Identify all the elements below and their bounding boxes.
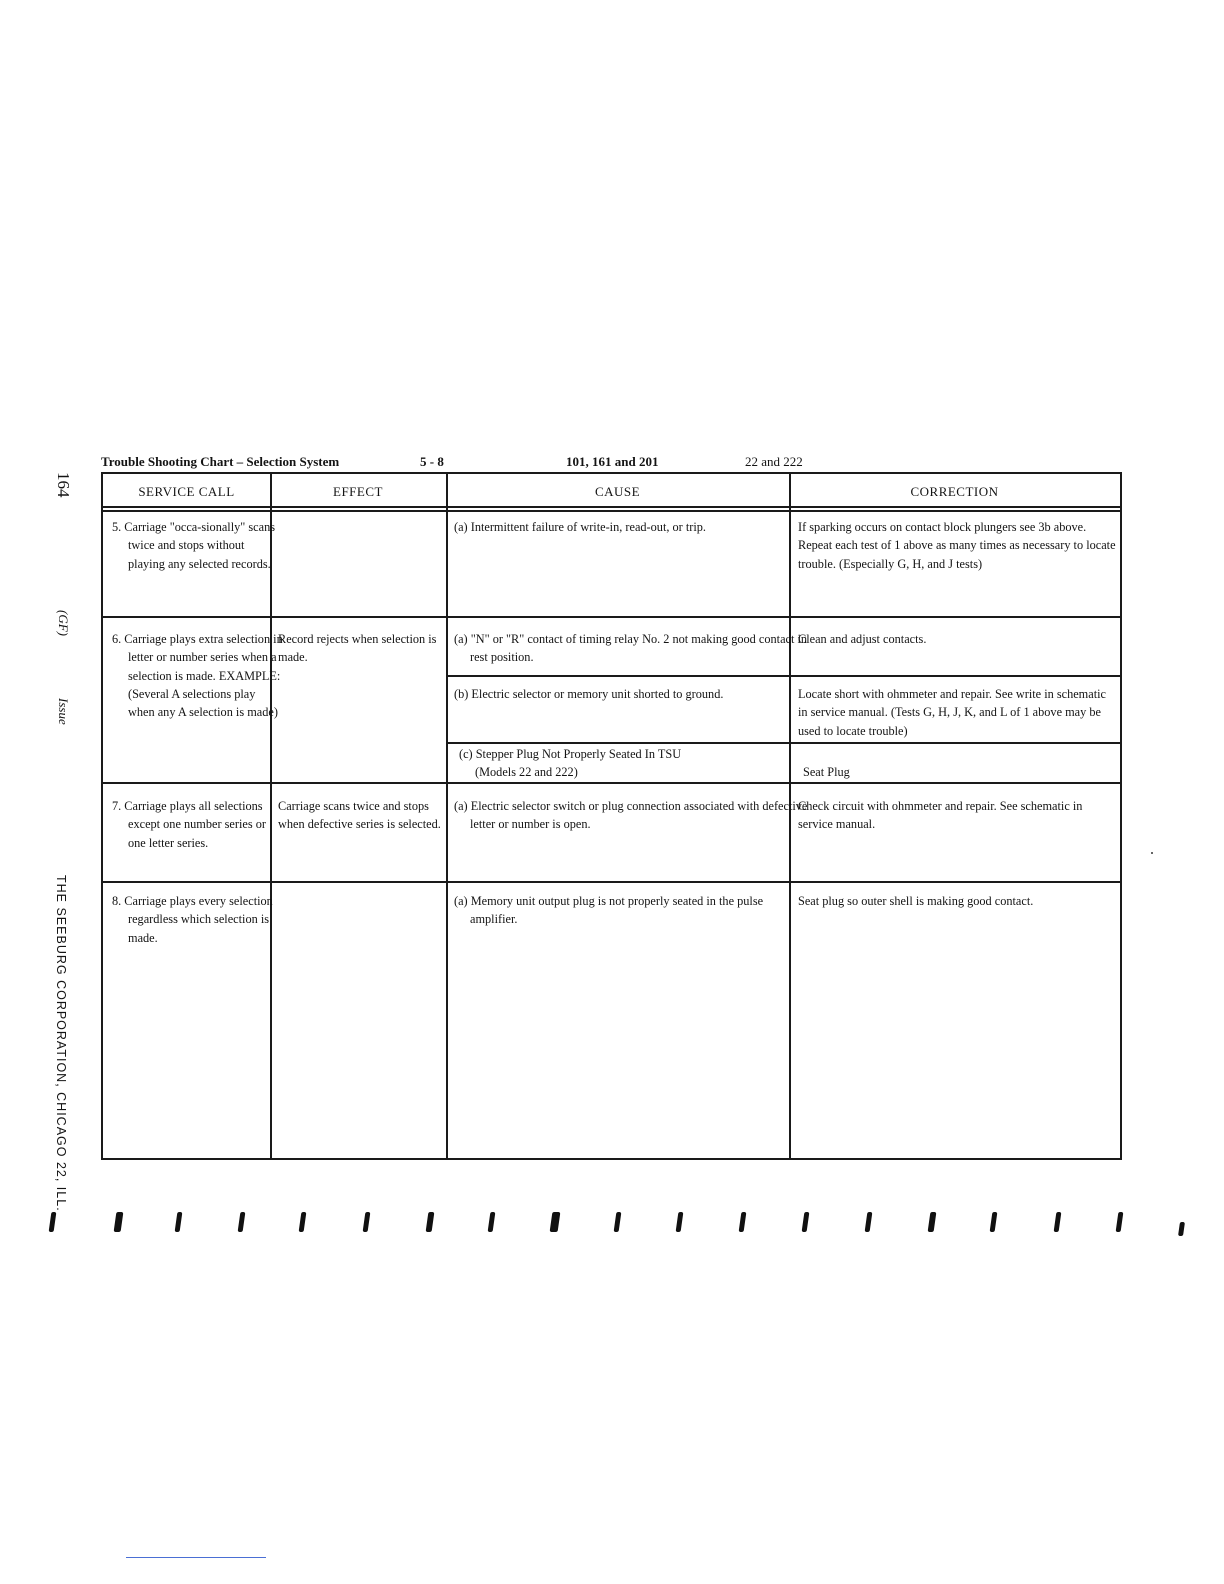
page-number: 164 [54, 472, 73, 498]
binder-hole [1116, 1212, 1124, 1232]
row-divider [103, 782, 1120, 784]
company-footer: THE SEEBURG CORPORATION, CHICAGO 22, ILL. [54, 875, 68, 1212]
binder-hole [238, 1212, 246, 1232]
service-call-5: 5. Carriage "occa-sionally" scans twice and stops without playing any selected records. [112, 520, 276, 571]
correction-6b: Locate short with ohmmeter and repair. See write in schematic in service manual. (Tests G, H, J, K, and L of 1 above may be used to locate trouble) [798, 687, 1106, 738]
column-header-correction: CORRECTION [910, 484, 999, 499]
sub-row-divider [446, 742, 1120, 744]
col-divider [446, 474, 448, 1158]
footer-rule [126, 1557, 266, 1558]
service-call-7: 7. Carriage plays all selections except one number series or one letter series. [112, 799, 266, 850]
cause-5a: (a) Intermittent failure of write-in, read-out, or trip. [454, 520, 706, 534]
binder-hole [865, 1212, 873, 1232]
binder-hole [990, 1212, 998, 1232]
header-divider [103, 510, 1120, 512]
speck [1151, 852, 1153, 854]
correction-7a: Check circuit with ohmmeter and repair. See schematic in service manual. [798, 799, 1083, 832]
binder-hole [1178, 1222, 1185, 1236]
effect-6: Record rejects when selection is made. [278, 632, 437, 665]
cause-8a: (a) Memory unit output plug is not properly seated in the pulse amplifier. [454, 894, 764, 927]
binder-hole [363, 1212, 371, 1232]
binder-hole [614, 1212, 622, 1232]
trouble-shooting-table [101, 472, 1122, 1160]
correction-5a: If sparking occurs on contact block plungers see 3b above. Repeat each test of 1 above as many times as necessary to locate trouble. (Especially G, H, and J tests) [798, 520, 1116, 571]
correction-6a: Clean and adjust contacts. [798, 632, 927, 646]
binder-hole [550, 1212, 561, 1232]
binder-hole [928, 1212, 937, 1232]
models-tsu: 22 and 222 [745, 454, 803, 469]
chart-title: Trouble Shooting Chart – Selection System [101, 454, 340, 469]
binder-hole [739, 1212, 747, 1232]
binder-hole [426, 1212, 435, 1232]
header-divider [103, 506, 1120, 508]
correction-6c: Seat Plug [803, 765, 850, 779]
binder-hole [488, 1212, 496, 1232]
binder-hole [49, 1212, 57, 1232]
section-number: 5 - 8 [420, 454, 444, 469]
page-code: (GF) [56, 610, 71, 636]
binder-hole [802, 1212, 810, 1232]
cause-7a: (a) Electric selector switch or plug connection associated with defective letter or number is open. [454, 799, 808, 832]
cause-6a: (a) "N" or "R" contact of timing relay No. 2 not making good contact in rest position. [454, 632, 808, 665]
service-call-8: 8. Carriage plays every selection regardless which selection is made. [112, 894, 273, 945]
cause-6b: (b) Electric selector or memory unit shorted to ground. [454, 687, 724, 701]
cause-6c: (c) Stepper Plug Not Properly Seated In TSU (Models 22 and 222) [459, 747, 682, 780]
column-header-service-call: SERVICE CALL [138, 484, 235, 499]
effect-7: Carriage scans twice and stops when defective series is selected. [278, 799, 441, 832]
row-divider [103, 616, 1120, 618]
sub-row-divider [446, 675, 1120, 677]
binder-hole [676, 1212, 684, 1232]
binder-hole [299, 1212, 307, 1232]
column-header-cause: CAUSE [594, 484, 641, 499]
binder-hole [175, 1212, 183, 1232]
models-main: 101, 161 and 201 [566, 454, 659, 469]
binder-hole [1054, 1212, 1062, 1232]
service-call-6: 6. Carriage plays extra selection in letter or number series when a selection is made. EXAMPLE: (Several A selections play when any A selection is made) [112, 632, 283, 720]
issue-label: Issue [56, 698, 71, 725]
column-header-effect: EFFECT [333, 484, 383, 499]
row-divider [103, 881, 1120, 883]
correction-8a: Seat plug so outer shell is making good contact. [798, 894, 1034, 908]
binder-hole [114, 1212, 124, 1232]
